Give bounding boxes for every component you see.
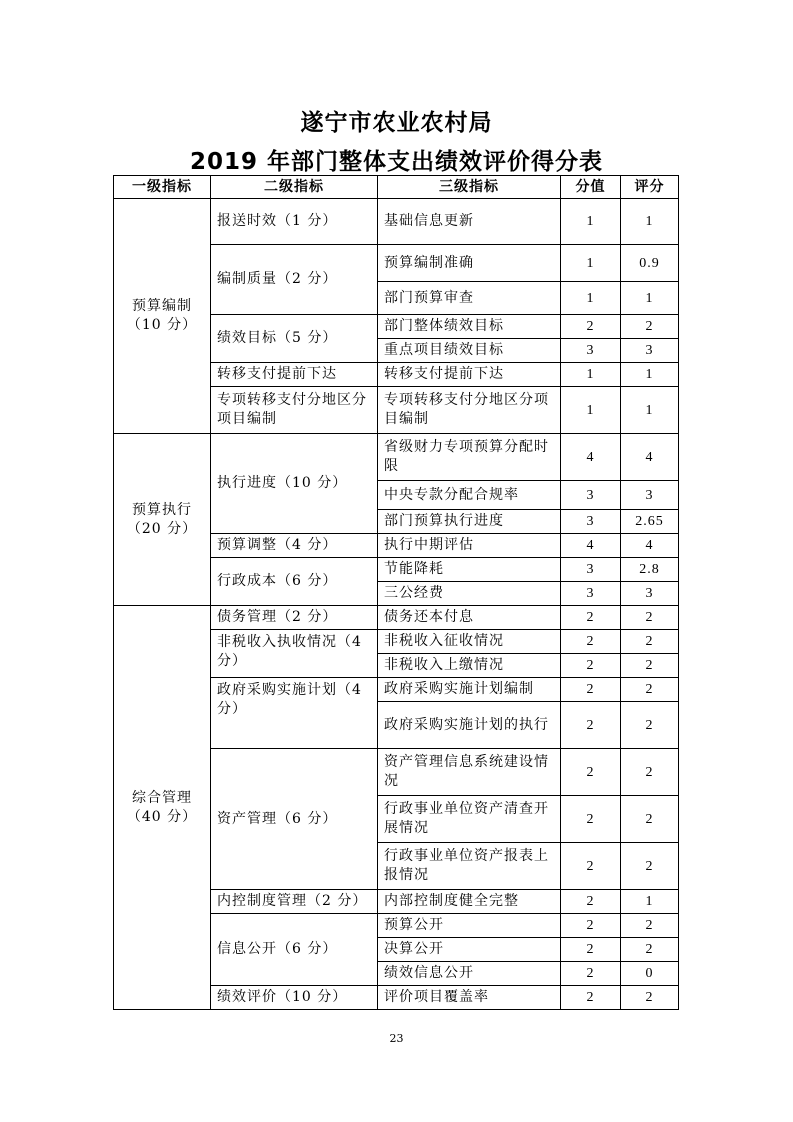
value-cell: 3 [561,582,621,606]
secondary-indicator: 执行进度（10 分） [211,434,378,534]
table-header-row [114,176,679,199]
secondary-indicator: 资产管理（6 分） [211,749,378,890]
tertiary-indicator: 部门整体绩效目标 [378,315,561,339]
score-cell: 2 [621,796,679,843]
value-cell: 3 [561,481,621,510]
value-cell: 1 [561,245,621,282]
value-cell: 4 [561,534,621,558]
score-cell: 3 [621,582,679,606]
tertiary-indicator: 预算编制准确 [378,245,561,282]
secondary-indicator: 内控制度管理（2 分） [211,890,378,914]
score-cell: 2.8 [621,558,679,582]
secondary-indicator: 政府采购实施计划（4 分） [211,678,378,749]
tertiary-indicator: 决算公开 [378,938,561,962]
value-cell: 3 [561,558,621,582]
secondary-indicator: 报送时效（1 分） [211,199,378,245]
primary-indicator: 预算执行 （20 分） [114,434,211,606]
value-cell: 2 [561,749,621,796]
value-cell: 3 [561,339,621,363]
header-col5: 评分 [621,176,679,199]
secondary-indicator: 行政成本（6 分） [211,558,378,606]
score-cell: 2 [621,986,679,1010]
secondary-indicator: 专项转移支付分地区分项目编制 [211,387,378,434]
header-col1: 一级指标 [114,176,211,199]
title-line2: 2019 年部门整体支出绩效评价得分表 [189,149,604,175]
score-cell: 0 [621,962,679,986]
value-cell: 2 [561,938,621,962]
score-cell: 2 [621,654,679,678]
value-cell: 2 [561,843,621,890]
secondary-indicator: 绩效目标（5 分） [211,315,378,363]
value-cell: 1 [561,363,621,387]
secondary-indicator: 编制质量（2 分） [211,245,378,315]
secondary-indicator: 绩效评价（10 分） [211,986,378,1010]
tertiary-indicator: 省级财力专项预算分配时限 [378,434,561,481]
score-cell: 1 [621,890,679,914]
score-cell: 3 [621,481,679,510]
tertiary-indicator: 政府采购实施计划的执行 [378,702,561,749]
tertiary-indicator: 部门预算审查 [378,282,561,315]
tertiary-indicator: 部门预算执行进度 [378,510,561,534]
tertiary-indicator: 重点项目绩效目标 [378,339,561,363]
score-cell: 2 [621,843,679,890]
value-cell: 2 [561,914,621,938]
value-cell: 2 [561,630,621,654]
header-col3: 三级指标 [378,176,561,199]
score-cell: 2 [621,315,679,339]
value-cell: 1 [561,199,621,245]
tertiary-indicator: 非税收入征收情况 [378,630,561,654]
value-cell: 2 [561,890,621,914]
primary-indicator: 预算编制 （10 分） [114,199,211,434]
table-row [114,199,679,245]
table-row [114,606,679,630]
tertiary-indicator: 三公经费 [378,582,561,606]
tertiary-indicator: 非税收入上缴情况 [378,654,561,678]
header-col2: 二级指标 [211,176,378,199]
tertiary-indicator: 内部控制度健全完整 [378,890,561,914]
primary-indicator: 综合管理 （40 分） [114,606,211,1010]
value-cell: 2 [561,678,621,702]
tertiary-indicator: 行政事业单位资产报表上报情况 [378,843,561,890]
secondary-indicator: 信息公开（6 分） [211,914,378,986]
score-cell: 2 [621,702,679,749]
score-cell: 2 [621,938,679,962]
tertiary-indicator: 转移支付提前下达 [378,363,561,387]
title-line1: 遂宁市农业农村局 [300,110,493,136]
tertiary-indicator: 资产管理信息系统建设情况 [378,749,561,796]
tertiary-indicator: 基础信息更新 [378,199,561,245]
value-cell: 2 [561,986,621,1010]
value-cell: 2 [561,315,621,339]
tertiary-indicator: 评价项目覆盖率 [378,986,561,1010]
secondary-indicator: 转移支付提前下达 [211,363,378,387]
score-cell: 0.9 [621,245,679,282]
value-cell: 2 [561,962,621,986]
tertiary-indicator: 执行中期评估 [378,534,561,558]
score-cell: 3 [621,339,679,363]
score-cell: 4 [621,534,679,558]
score-cell: 2 [621,914,679,938]
value-cell: 2 [561,654,621,678]
value-cell: 1 [561,387,621,434]
value-cell: 2 [561,702,621,749]
secondary-indicator: 非税收入执收情况（4 分） [211,630,378,678]
tertiary-indicator: 节能降耗 [378,558,561,582]
score-cell: 4 [621,434,679,481]
score-cell: 2.65 [621,510,679,534]
tertiary-indicator: 预算公开 [378,914,561,938]
tertiary-indicator: 政府采购实施计划编制 [378,678,561,702]
score-cell: 1 [621,199,679,245]
secondary-indicator: 预算调整（4 分） [211,534,378,558]
tertiary-indicator: 中央专款分配合规率 [378,481,561,510]
score-cell: 2 [621,606,679,630]
score-cell: 2 [621,630,679,654]
score-cell: 1 [621,363,679,387]
secondary-indicator: 债务管理（2 分） [211,606,378,630]
tertiary-indicator: 绩效信息公开 [378,962,561,986]
value-cell: 1 [561,282,621,315]
score-cell: 1 [621,387,679,434]
tertiary-indicator: 行政事业单位资产清查开展情况 [378,796,561,843]
tertiary-indicator: 债务还本付息 [378,606,561,630]
score-table [113,175,679,1010]
score-cell: 1 [621,282,679,315]
header-col4: 分值 [561,176,621,199]
value-cell: 4 [561,434,621,481]
page-number: 23 [389,1032,404,1045]
value-cell: 2 [561,606,621,630]
tertiary-indicator: 专项转移支付分地区分项目编制 [378,387,561,434]
score-cell: 2 [621,749,679,796]
table-row [114,434,679,481]
value-cell: 3 [561,510,621,534]
value-cell: 2 [561,796,621,843]
score-cell: 2 [621,678,679,702]
